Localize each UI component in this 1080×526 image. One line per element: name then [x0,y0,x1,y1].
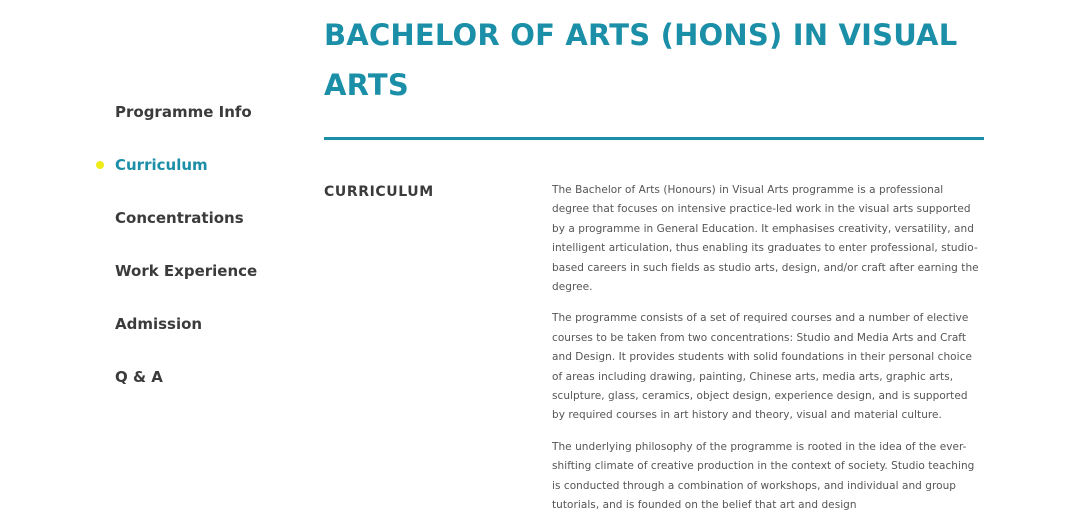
active-indicator-dot [96,161,104,169]
body-paragraph: The Bachelor of Arts (Honours) in Visual Arts programme is a professional degree that focuses on intensive practice-led work in the visual arts supported by a programme in General Education. It emphasises creativity, versatility, and intelligent articulation, thus enabling its graduates to enter professional, studio-based careers in such fields as studio arts, design, and/or craft after earning the degree. [552,184,979,294]
sidebar-item-label: Concentrations [115,209,244,227]
title-divider [324,137,984,140]
sidebar-item-curriculum[interactable] [115,150,315,203]
sidebar-item-programme-info[interactable] [115,97,315,150]
sidebar-item-label: Curriculum [115,156,208,174]
page-title: BACHELOR OF ARTS (HONS) IN VISUAL ARTS [324,18,958,102]
sidebar-item-work-experience[interactable] [115,256,315,309]
sidebar-nav [115,97,315,415]
sidebar-item-label: Q & A [115,368,163,386]
section-body [552,181,982,526]
sidebar-item-label: Programme Info [115,103,252,121]
body-paragraph: The underlying philosophy of the programme is rooted in the idea of the ever-shifting climate of creative production in the context of society. Studio teaching is conducted through a combination of workshops, and individual and group tutorials, and is founded on the belief that art and design [552,440,975,512]
sidebar-item-label: Work Experience [115,262,258,280]
section-heading: CURRICULUM [324,184,434,200]
sidebar-item-label: Admission [115,315,203,333]
sidebar-item-admission[interactable] [115,309,315,362]
sidebar-item-q-and-a[interactable] [115,362,315,415]
body-paragraph: The programme consists of a set of required courses and a number of elective courses to be taken from two concentrations: Studio and Media Arts and Craft and Design. It provides students with solid foundations in their personal choice of areas including drawing, painting, Chinese arts, media arts, graphic arts, sculpture, glass, ceramics, object design, experience design, and is supported by required courses in art history and theory, visual and material culture. [552,312,972,422]
sidebar-item-concentrations[interactable] [115,203,315,256]
